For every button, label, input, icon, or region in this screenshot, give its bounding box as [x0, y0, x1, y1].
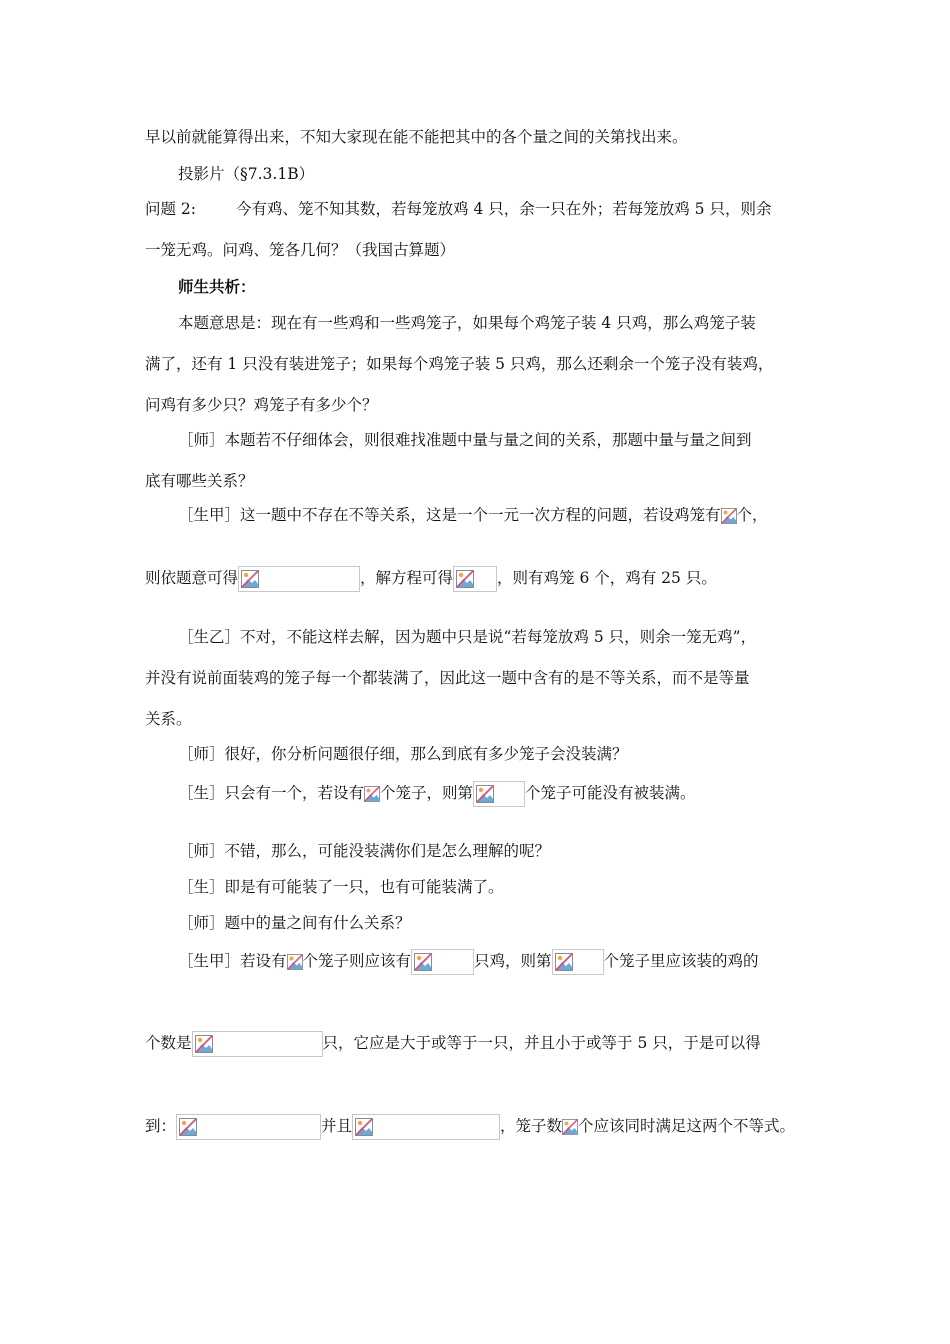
text-span: 个数是	[145, 1034, 192, 1052]
text-line: 投影片（§7.3.1B）	[178, 165, 315, 183]
broken-image-icon	[195, 1035, 213, 1053]
formula-image-placeholder	[287, 952, 303, 972]
section-heading: 师生共析：	[178, 278, 256, 296]
formula-image-placeholder	[192, 1031, 323, 1057]
text-line: ［生乙］不对，不能这样去解，因为题中只是说“若每笼放鸡 5 只，则余一笼无鸡”，	[178, 628, 757, 646]
text-span: ，笼子数	[500, 1117, 563, 1135]
text-line: 早以前就能算得出来，不知大家现在能不能把其中的各个量之间的关第找出来。	[145, 128, 688, 146]
formula-image-placeholder	[176, 1114, 321, 1140]
text-span: 个笼子则应该有	[302, 952, 412, 970]
text-line: ［生］即是有可能装了一只，也有可能装满了。	[178, 878, 504, 896]
text-span: 个应该同时满足这两个不等式。	[578, 1117, 796, 1135]
text-span: 则依题意可得	[145, 569, 239, 587]
text-span: ［生甲］若设有	[178, 952, 287, 970]
text-line: 问鸡有多少只？鸡笼子有多少个？	[145, 396, 378, 414]
text-span: 并且	[321, 1117, 353, 1135]
broken-image-icon	[456, 570, 474, 588]
broken-image-icon	[414, 953, 432, 971]
question-text: 今有鸡、笼不知其数，若每笼放鸡 4 只，余一只在外；若每笼放鸡 5 只，则余	[236, 200, 772, 218]
text-line: ［师］题中的量之间有什么关系？	[178, 914, 411, 932]
formula-image-placeholder	[473, 781, 525, 807]
formula-image-placeholder	[721, 506, 737, 526]
broken-image-icon	[555, 953, 573, 971]
broken-image-icon	[287, 954, 303, 970]
broken-image-icon	[355, 1118, 373, 1136]
broken-image-icon	[179, 1118, 197, 1136]
text-line	[145, 1031, 761, 1057]
text-line: ［师］本题若不仔细体会，则很难找准题中量与量之间的关系，那题中量与量之间到	[178, 431, 752, 449]
text-line: ［师］不错，那么，可能没装满你们是怎么理解的呢？	[178, 842, 551, 860]
text-line	[178, 505, 768, 526]
question-label: 问题 2:	[145, 200, 197, 218]
text-span: 个笼子里应该装的鸡的	[603, 952, 759, 970]
text-span: ［生甲］这一题中不存在不等关系，这是一个一元一次方程的问题，若设鸡笼有	[178, 506, 721, 524]
text-span: 个笼子，则第	[380, 784, 474, 802]
text-span: 个笼子可能没有被装满。	[525, 784, 696, 802]
text-line: 本题意思是：现在有一些鸡和一些鸡笼子，如果每个鸡笼子装 4 只鸡，那么鸡笼子装	[178, 314, 756, 332]
formula-image-placeholder	[352, 1114, 500, 1140]
formula-image-placeholder	[411, 949, 474, 975]
text-line	[178, 781, 696, 807]
text-line	[145, 1114, 795, 1140]
formula-image-placeholder	[364, 784, 380, 804]
text-line: 并没有说前面装鸡的笼子每一个都装满了，因此这一题中含有的是不等关系，而不是等量	[145, 669, 750, 687]
broken-image-icon	[721, 508, 737, 524]
text-span: ，则有鸡笼 6 个，鸡有 25 只。	[497, 569, 717, 587]
broken-image-icon	[364, 786, 380, 802]
text-line: 关系。	[145, 710, 192, 728]
text-span: 只鸡，则第	[474, 952, 552, 970]
text-line: 底有哪些关系？	[145, 472, 254, 490]
text-span: 到：	[145, 1117, 177, 1135]
formula-image-placeholder	[238, 566, 360, 592]
text-line: ［师］很好，你分析问题很仔细，那么到底有多少笼子会没装满？	[178, 745, 628, 763]
text-line: 一笼无鸡。问鸡、笼各几何？（我国古算题）	[145, 241, 456, 259]
formula-image-placeholder	[562, 1117, 578, 1137]
text-line	[145, 566, 717, 592]
text-span: ［生］只会有一个，若设有	[178, 784, 365, 802]
broken-image-icon	[562, 1119, 578, 1135]
text-line	[178, 949, 759, 975]
text-span: ，解方程可得	[360, 569, 454, 587]
formula-image-placeholder	[552, 949, 604, 975]
broken-image-icon	[476, 785, 494, 803]
broken-image-icon	[241, 570, 259, 588]
text-line: 满了，还有 1 只没有装进笼子；如果每个鸡笼子装 5 只鸡，那么还剩余一个笼子没有装鸡，	[145, 355, 774, 373]
text-span: 个，	[736, 506, 768, 524]
text-span: 只，它应是大于或等于一只，并且小于或等于 5 只，于是可以得	[322, 1034, 761, 1052]
formula-image-placeholder	[453, 566, 497, 592]
text-line	[145, 199, 771, 219]
